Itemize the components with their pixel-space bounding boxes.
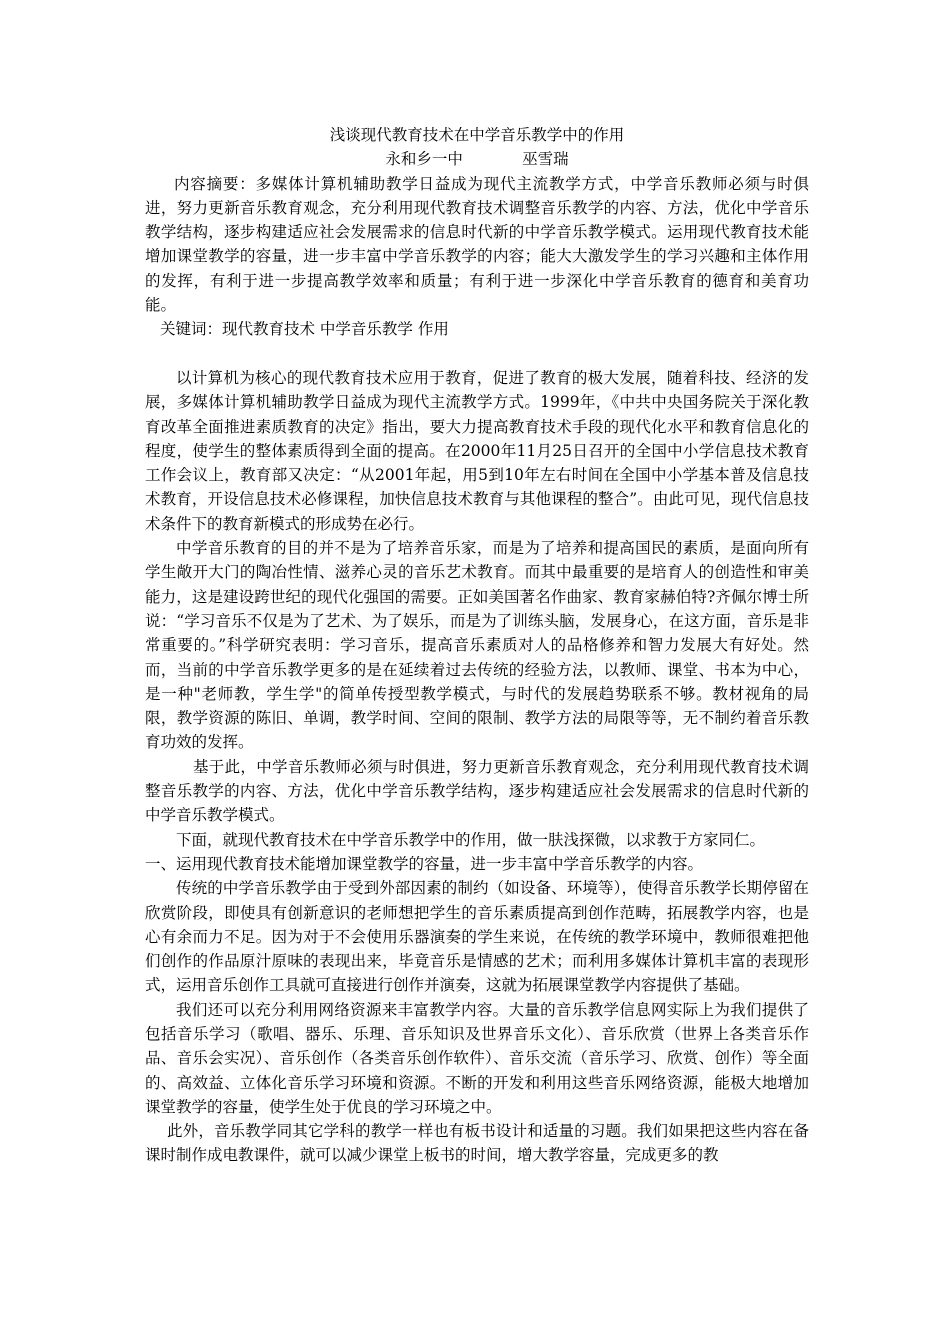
body-paragraph: 传统的中学音乐教学由于受到外部因素的制约（如设备、环境等），使得音乐教学长期停留在欣赏阶段，即使具有创新意识的老师想把学生的音乐素质提高到创作范畴，拓展教学内容，也是心有余而力不足。因为对于不会使用乐器演奏的学生来说，在传统的教学环境中，教师很难把他们创作的作品原汁原味的表现出来，毕竟音乐是情感的艺术；而利用多媒体计算机丰富的表现形式，运用音乐创作工具就可直接进行创作并演奏，这就为拓展课堂教学内容提供了基础。: [145, 879, 809, 995]
abstract: 内容摘要：多媒体计算机辅助教学日益成为现代主流教学方式，中学音乐教师必须与时俱进，努力更新音乐教育观念，充分利用现代教育技术调整音乐教学的内容、方法，优化中学音乐教学结构，逐步构建适应社会发展需求的信息时代新的中学音乐教学模式。运用现代教育技术能增加课堂教学的容量，进一步丰富中学音乐教学的内容；能大大激发学生的学习兴趣和主体作用的发挥，有利于进一步提高教学效率和质量；有利于进一步深化中学音乐教育的德育和美育功能。: [145, 174, 809, 315]
body-paragraph: 中学音乐教育的目的并不是为了培养音乐家，而是为了培养和提高国民的素质，是面向所有学生敞开大门的陶冶性情、滋养心灵的音乐艺术教育。而其中最重要的是培育人的创造性和审美能力，这是建设跨世纪的现代化强国的需要。正如美国著名作曲家、教育家赫伯特?齐佩尔博士所说：“学习音乐不仅是为了艺术、为了娱乐，而是为了训练头脑，发展身心，在这方面，音乐是非常重要的。”科学研究表明：学习音乐，提高音乐素质对人的品格修养和智力发展大有好处。然而，当前的中学音乐教学更多的是在延续着过去传统的经验方法，以教师、课堂、书本为中心，是一种"老师教，学生学"的简单传授型教学模式，与时代的发展趋势联系不够。教材视角的局限，教学资源的陈旧、单调，教学时间、空间的限制、教学方法的局限等等，无不制约着音乐教育功效的发挥。: [145, 539, 809, 752]
body-paragraph: 此外，音乐教学同其它学科的教学一样也有板书设计和适量的习题。我们如果把这些内容在备课时制作成电教课件，就可以减少课堂上板书的时间，增大教学容量，完成更多的教: [145, 1122, 809, 1165]
document-page: [145, 123, 809, 1168]
author-name: 巫雪瑞: [522, 150, 569, 169]
school-name: 永和乡一中: [385, 150, 463, 169]
body-paragraph: 下面，就现代教育技术在中学音乐教学中的作用，做一肤浅探微，以求教于方家同仁。: [176, 830, 766, 849]
section-heading: 一、运用现代教育技术能增加课堂教学的容量，进一步丰富中学音乐教学的内容。: [145, 854, 704, 873]
byline: [145, 147, 809, 171]
document-title: 浅谈现代教育技术在中学音乐教学中的作用: [329, 126, 625, 144]
keywords: 关键词：现代教育技术 中学音乐教学 作用: [160, 320, 449, 339]
body-paragraph: 以计算机为核心的现代教育技术应用于教育，促进了教育的极大发展，随着科技、经济的发展，多媒体计算机辅助教学日益成为现代主流教学方式。1999年，《中共中央国务院关于深化教育改革全面推进素质教育的决定》指出，要大力提高教育技术手段的现代化水平和教育信息化的程度，使学生的整体素质得到全面的提高。在2000年11月25日召开的全国中小学信息技术教育工作会议上，教育部又决定：“从2001年起，用5到10年左右时间在全国中小学基本普及信息技术教育，开设信息技术必修课程，加快信息技术教育与其他课程的整合”。由此可见，现代信息技术条件下的教育新模式的形成势在必行。: [145, 368, 809, 533]
body-paragraph: 基于此，中学音乐教师必须与时俱进，努力更新音乐教育观念，充分利用现代教育技术调整音乐教学的内容、方法，优化中学音乐教学结构，逐步构建适应社会发展需求的信息时代新的中学音乐教学模式。: [145, 757, 809, 825]
body-paragraph: 我们还可以充分利用网络资源来丰富教学内容。大量的音乐教学信息网实际上为我们提供了包括音乐学习（歌唱、器乐、乐理、音乐知识及世界音乐文化）、音乐欣赏（世界上各类音乐作品、音乐会实况）、音乐创作（各类音乐创作软件）、音乐交流（音乐学习、欣赏、创作）等全面的、高效益、立体化音乐学习环境和资源。不断的开发和利用这些音乐网络资源，能极大地增加课堂教学的容量，使学生处于优良的学习环境之中。: [145, 1000, 809, 1116]
blank-line: [145, 342, 809, 366]
